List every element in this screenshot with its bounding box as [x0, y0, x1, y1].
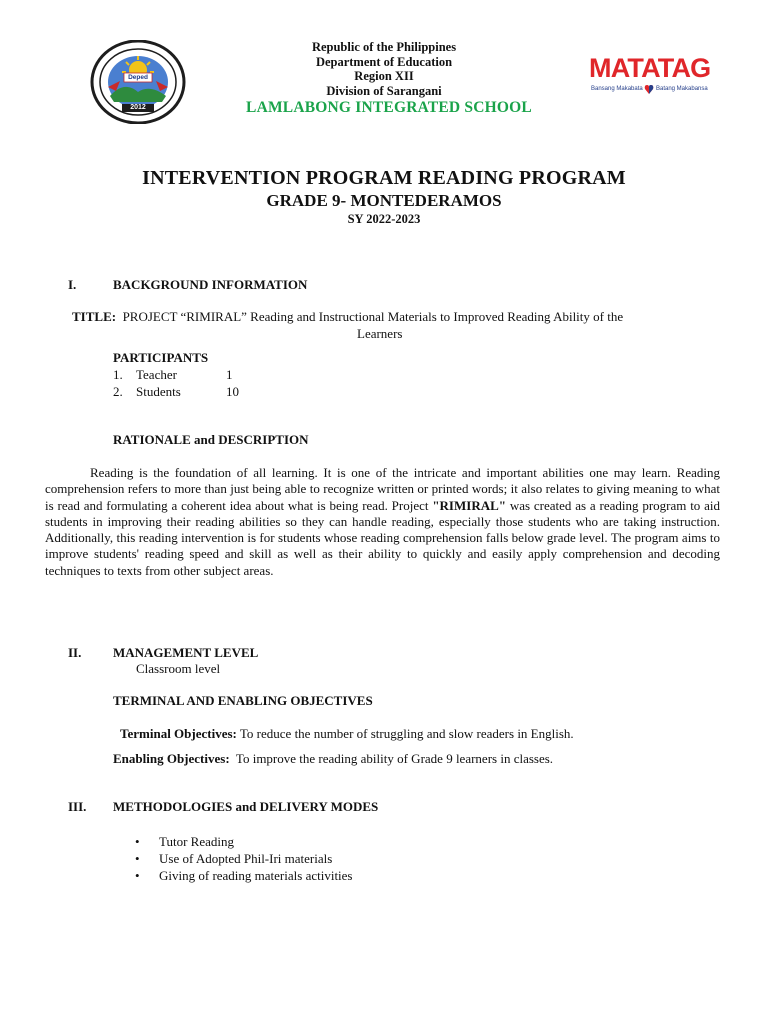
document-title: INTERVENTION PROGRAM READING PROGRAM — [142, 167, 626, 189]
enabling-objective — [113, 751, 553, 767]
objectives-heading: TERMINAL AND ENABLING OBJECTIVES — [113, 693, 373, 708]
matatag-tagline-right: Batang Makabansa — [656, 86, 708, 92]
header-block — [214, 40, 554, 98]
header-line-republic: Republic of the Philippines — [311, 40, 457, 54]
management-level-value: Classroom level — [136, 661, 221, 676]
participant-count: 1 — [226, 367, 233, 382]
participants-heading: PARTICIPANTS — [113, 350, 209, 365]
participant-row — [113, 384, 313, 401]
enabling-objective-text: To improve the reading ability of Grade 9 learners in classes. — [235, 751, 554, 766]
rationale-text-part-2: was created as a reading program to aid students in improving their reading abilities so they can handle reading, especially those students who are taking instruction. Additionally, this reading intervention is for students whose reading comprehension falls below grade level. The program aims to improve students' reading speed and skill as well as their ability to quickly and easily apply comprehension and decoding techniques to texts from other subject areas. — [45, 497, 721, 578]
document-subtitle-grade: GRADE 9- MONTEDERAMOS — [266, 191, 502, 210]
project-title-label: TITLE: — [72, 309, 117, 324]
header-line-region: Region XII — [354, 69, 414, 83]
participant-role: Students — [136, 384, 181, 399]
terminal-objective-label: Terminal Objectives: — [120, 726, 237, 741]
methodology-list — [135, 834, 353, 885]
participant-num: 2. — [113, 384, 123, 399]
project-title-line-2: Learners — [357, 326, 403, 341]
section-1-heading: BACKGROUND INFORMATION — [113, 277, 308, 292]
header-line-division: Division of Sarangani — [326, 83, 442, 98]
section-2-heading: MANAGEMENT LEVEL — [113, 645, 259, 660]
list-item: • Use of Adopted Phil-Iri materials — [135, 851, 353, 868]
participant-role: Teacher — [136, 367, 177, 382]
list-item: • Giving of reading materials activities — [135, 868, 353, 885]
project-title-line — [72, 309, 623, 325]
seal-year-text: 2012 — [130, 104, 146, 111]
school-seal-logo — [90, 40, 186, 124]
matatag-wordmark: MATATAG — [589, 53, 711, 83]
matatag-tagline-left: Bansang Makabata — [591, 86, 643, 92]
matatag-logo — [589, 54, 711, 106]
enabling-objective-label: Enabling Objectives: — [113, 751, 230, 766]
rationale-project-name: "RIMIRAL" — [432, 497, 506, 513]
terminal-objective — [120, 726, 574, 742]
participant-count: 10 — [226, 384, 239, 399]
section-3-heading: METHODOLOGIES and DELIVERY MODES — [113, 799, 379, 814]
matatag-heart-icon — [644, 83, 654, 95]
section-3-number: III. — [68, 799, 87, 814]
terminal-objective-text: To reduce the number of struggling and slow readers in English. — [239, 726, 574, 741]
header-line-deped: Department of Education — [315, 54, 453, 69]
school-name: LAMLABONG INTEGRATED SCHOOL — [246, 99, 532, 116]
participant-row — [113, 367, 313, 384]
document-school-year: SY 2022-2023 — [347, 212, 421, 226]
seal-deped-text: Deped — [128, 74, 148, 81]
section-2-number: II. — [68, 645, 82, 660]
rationale-paragraph — [45, 465, 720, 579]
list-item: • Tutor Reading — [135, 834, 353, 851]
section-1-number: I. — [68, 277, 77, 292]
participant-num: 1. — [113, 367, 123, 382]
rationale-text-part-1: Reading is the foundation of all learning. It is one of the intricate and important abilities one may learn. Reading comprehension refers to more than just being able to recognize written or printed words; it also relates to giving meaning to what is read and formulating a coherent idea about what is being read. Project — [45, 465, 720, 513]
rationale-heading: RATIONALE and DESCRIPTION — [113, 432, 309, 447]
project-title-text: PROJECT “RIMIRAL” Reading and Instructional Materials to Improved Reading Ability of the — [122, 309, 624, 324]
